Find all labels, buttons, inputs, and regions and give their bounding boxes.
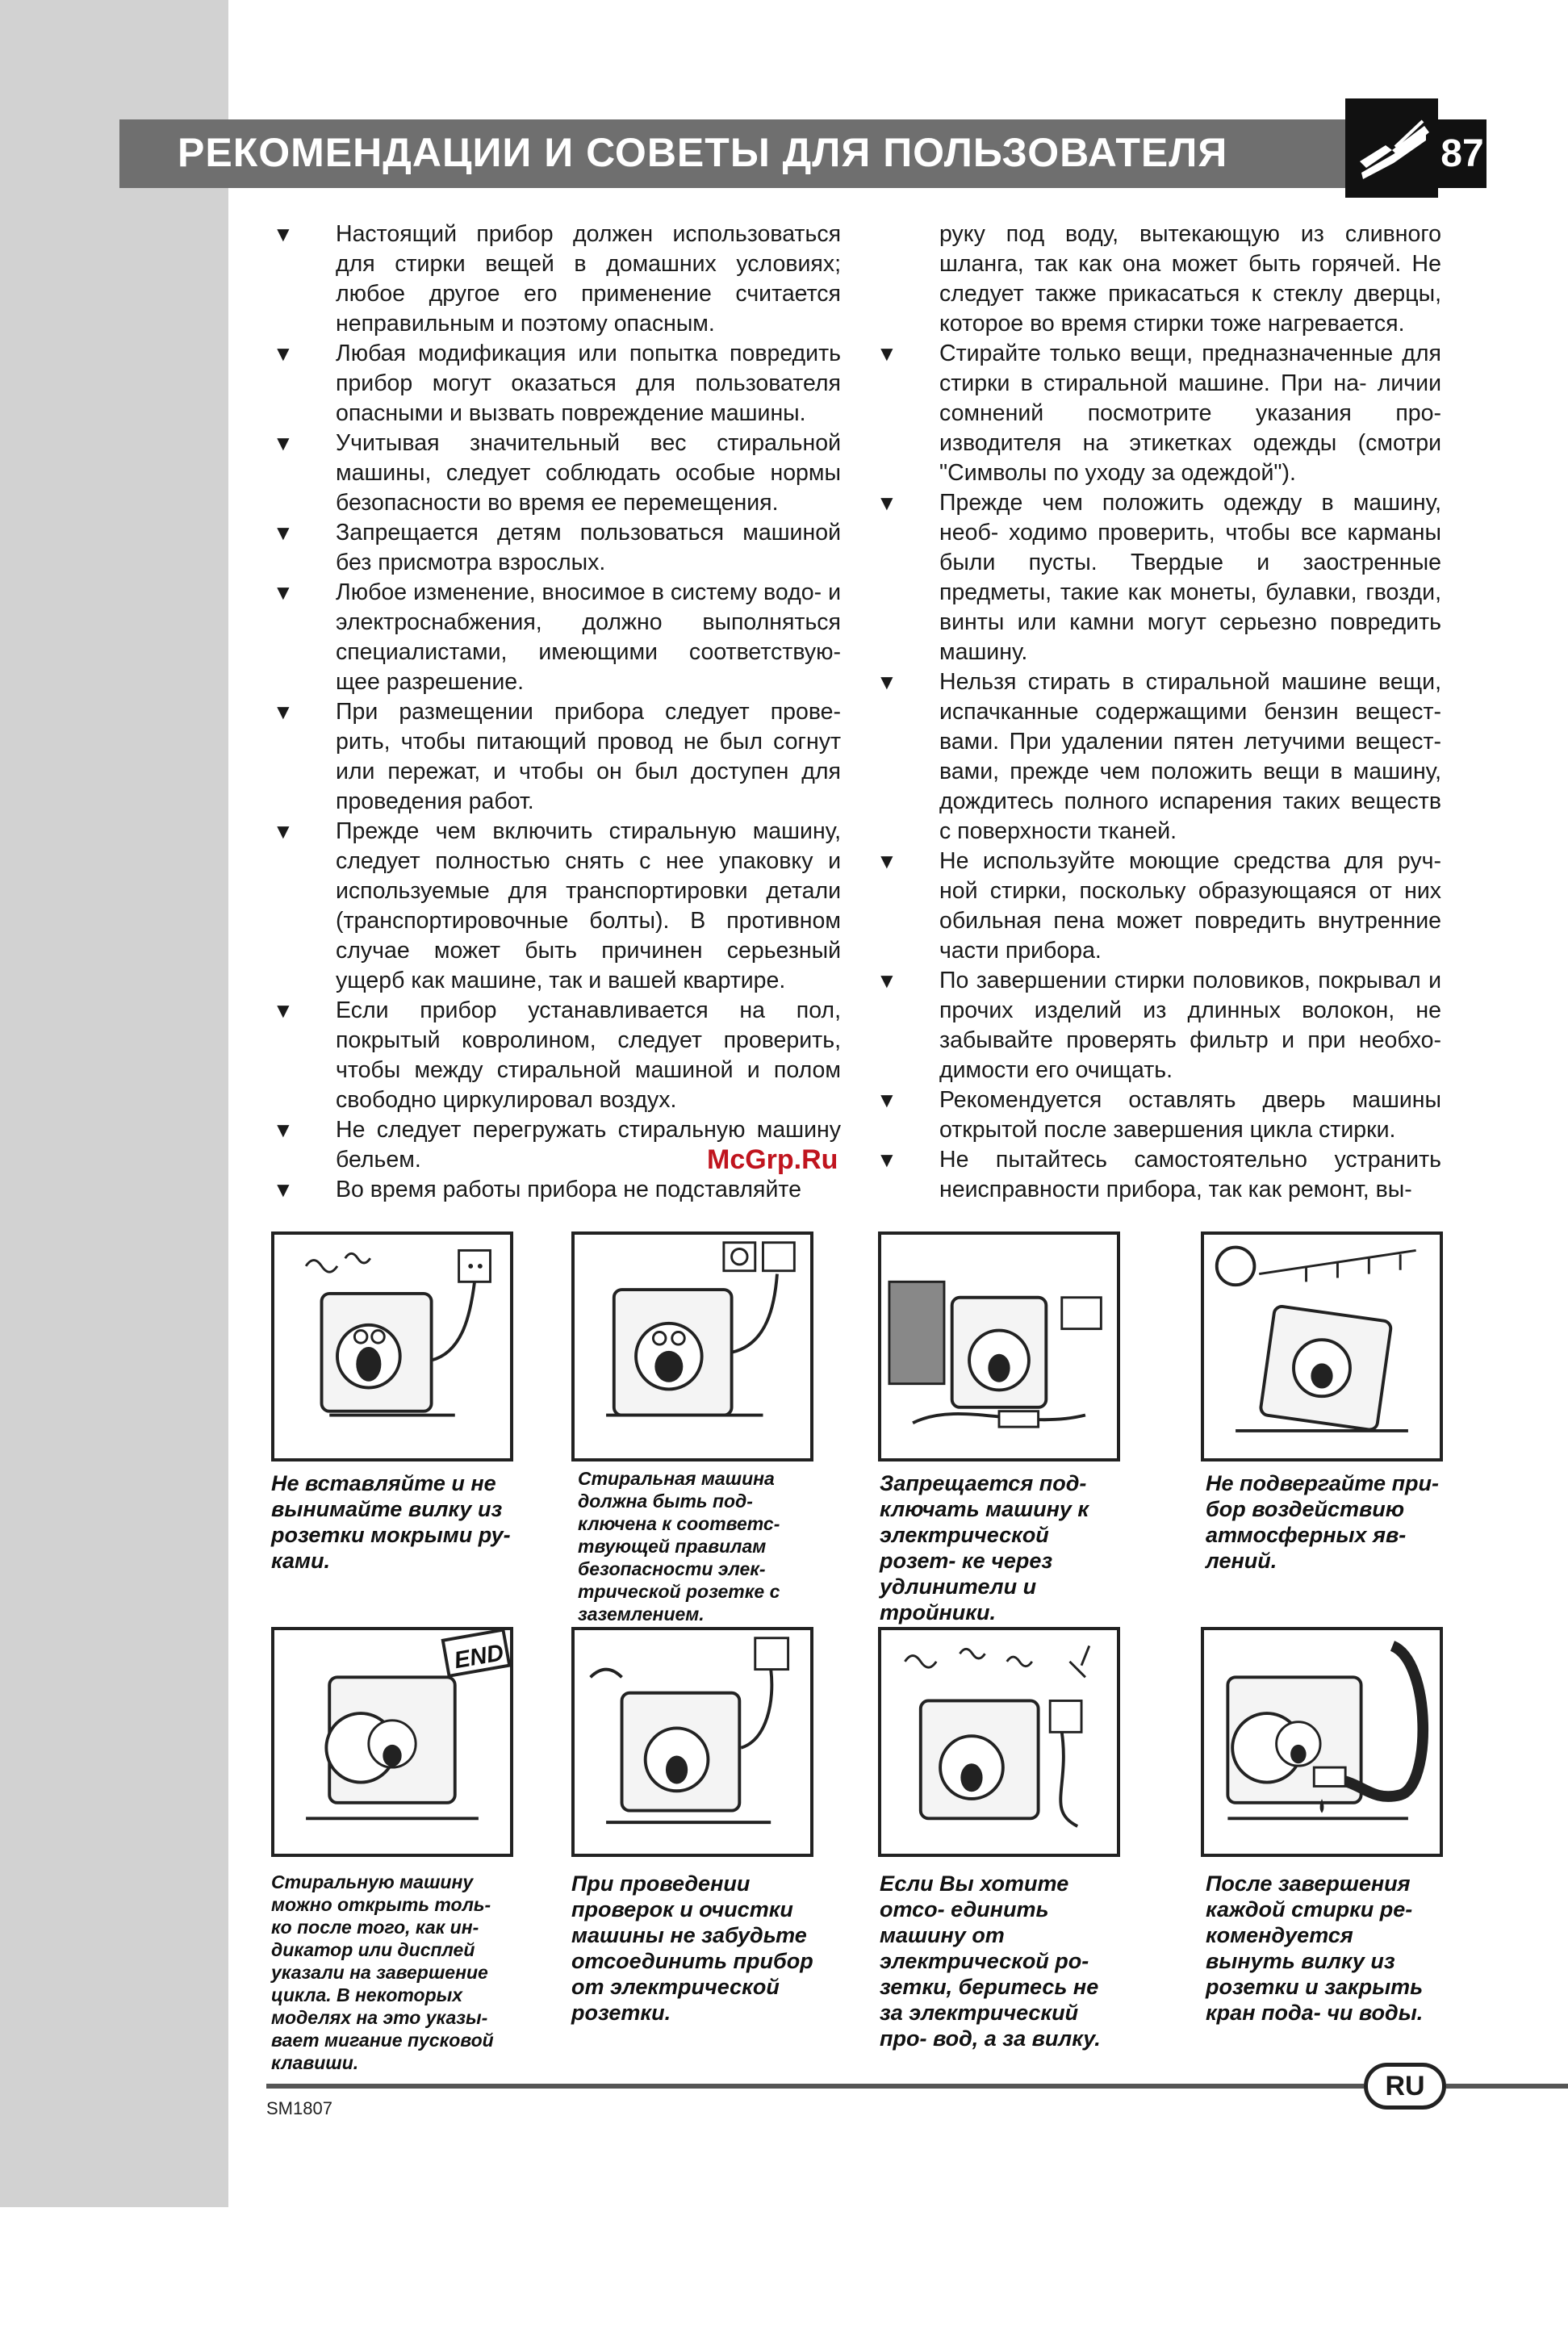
tips-left-column [266,220,841,1205]
illustration-grounded-socket [571,1231,813,1461]
bullet-triangle-icon: ▼ [273,819,294,843]
tip-item: ▼ Нельзя стирать в стиральной машине вещи, испачканные содержащими бензин вещест- вами. При удалении пятен летучими вещест- вами, прежде чем положить вещи в машину, дождитесь полного испарения таких веществ с поверхности тканей. [876,669,1441,844]
illustration-wet-hands-plug [271,1231,513,1461]
tip-item: ▼ Прежде чем положить одежду в машину, необ- ходимо проверить, чтобы все карманы были пусты. Твердые и заостренные предметы, такие как монеты, булавки, гвозди, винты или камни могут серьезно повредить машину. [876,490,1441,665]
illustration-caption: Запрещается под- ключать машину к электрической розет- ке через удлинители и тройники. [880,1471,1089,1625]
bullet-triangle-icon: ▼ [876,1088,897,1112]
bullet-triangle-icon: ▼ [273,222,294,246]
tip-item: ▼ Не используйте моющие средства для руч- ной стирки, поскольку образующаяся от них обильная пена может повредить внутренние части прибора. [876,848,1441,964]
bullet-triangle-icon: ▼ [876,491,897,515]
page-number: 87 [1438,119,1486,188]
open-book-icon [1345,98,1438,198]
tip-item: ▼ Запрещается детям пользоваться машиной без присмотра взрослых. [273,520,841,575]
tip-item: ▼ При размещении прибора следует прове- рить, чтобы питающий провод не был согнут или пережат, и чтобы он был доступен для проведения работ. [273,699,841,814]
illustration-caption: Не вставляйте и не вынимайте вилку из розетки мокрыми ру- ками. [271,1471,511,1573]
tip-item: ▼ Не следует перегружать стиральную машину бельем. [273,1117,841,1173]
illustration-unplug-before-cleaning [571,1627,813,1857]
end-sign: END [452,1640,506,1675]
bullet-triangle-icon: ▼ [876,968,897,993]
illustration-caption: При проведении проверок и очистки машины не забудьте отсоединить прибор от электрической розетки. [571,1871,813,2025]
tip-item: ▼ Если прибор устанавливается на пол, покрытый ковролином, следует проверить, чтобы между стиральной машиной и полом свободно циркулировал воздух. [273,997,841,1113]
watermark-link[interactable]: McGrp.Ru [707,1144,838,1175]
footer-divider [266,2084,1364,2089]
bullet-triangle-icon: ▼ [273,521,294,545]
illustration-caption: Стиральную машину можно открыть толь- ко после того, как ин- дикатор или дисплей указали на завершение цикла. В некоторых моделях на это указы- вает мигание пусковой клавиши. [271,1871,494,2073]
illustration-end-signal [271,1627,513,1857]
illustration-weather [1201,1231,1443,1461]
tip-item: ▼ Не пытайтесь самостоятельно устранить неисправности прибора, так как ремонт, вы- [876,1147,1441,1202]
tip-item: ▼ Учитывая значительный вес стиральной машины, следует соблюдать особые нормы безопасности во время ее перемещения. [273,430,841,516]
tip-item: ▼ По завершении стирки половиков, покрывал и прочих изделий из длинных волокон, не забывайте проверять фильтр и при необхо- димости его очищать. [876,968,1441,1083]
illustration-caption: Не подвергайте при- бор воздействию атмосферных яв- лений. [1206,1471,1440,1573]
bullet-triangle-icon: ▼ [876,849,897,873]
illustration-caption: Стиральная машина должна быть под- ключена к соответс- твующей правилам безопасности элек- трической розетке с заземлением. [578,1468,780,1625]
tip-item: ▼ Любое изменение, вносимое в систему водо- и электроснабжения, должно выполняться специалистами, имеющими соответствую- щее разрешение. [273,579,841,695]
illustration-extension-cords [878,1231,1120,1461]
tip-item: ▼ Во время работы прибора не подставляйте [266,1175,841,1205]
bullet-triangle-icon: ▼ [876,341,897,366]
tip-item: ▼ Рекомендуется оставлять дверь машины открытой после завершения цикла стирки. [876,1087,1441,1143]
tip-continuation: руку под воду, вытекающую из сливного шланга, так как она может быть горячей. Не следует также прикасаться к стеклу дверцы, которое во время стирки тоже нагревается. [939,221,1441,337]
illustration-close-water-tap [1201,1627,1443,1857]
bullet-triangle-icon: ▼ [876,670,897,694]
illustration-caption: Если Вы хотите отсо- единить машину от электрической ро- зетки, беритесь не за электрический про- вод, а за вилку. [880,1871,1101,2051]
bullet-triangle-icon: ▼ [273,580,294,604]
bullet-triangle-icon: ▼ [273,998,294,1022]
tip-item: ▼ Настоящий прибор должен использоваться для стирки вещей в домашних условиях; любое другое его применение считается неправильным и поэтому опасным. [273,221,841,337]
bullet-triangle-icon: ▼ [273,341,294,366]
language-badge: RU [1364,2063,1446,2110]
model-code: SM1807 [266,2098,332,2118]
bullet-triangle-icon: ▼ [273,431,294,455]
bullet-triangle-icon: ▼ [876,1148,897,1172]
tip-item: ▼ Прежде чем включить стиральную машину, следует полностью снять с нее упаковку и используемые для транспортировки детали (транспортировочные болты). В противном случае может быть причинен серьезный ущерб как машине, так и вашей квартире. [273,818,841,993]
illustration-pull-by-plug [878,1627,1120,1857]
bullet-triangle-icon: ▼ [273,1177,294,1202]
tips-right-column [870,220,1441,1205]
illustration-caption: После завершения каждой стирки ре- комендуется вынуть вилку из розетки и закрыть кран пода- чи воды. [1206,1871,1424,2025]
side-strip [0,0,228,2207]
bullet-triangle-icon: ▼ [273,1118,294,1142]
tip-item: ▼ Любая модификация или попытка повредить прибор могут оказаться для пользователя опасными и вызвать повреждение машины. [273,341,841,426]
footer-divider [1446,2084,1568,2089]
tip-item: ▼ Стирайте только вещи, предназначенные для стирки в стиральной машине. При на- личии сомнений посмотрите указания про- изводителя на этикетках одежды (смотри "Символы по уходу за одеждой"). [876,341,1441,486]
bullet-triangle-icon: ▼ [273,700,294,724]
page-title: РЕКОМЕНДАЦИИ И СОВЕТЫ ДЛЯ ПОЛЬЗОВАТЕЛЯ [178,130,1228,175]
